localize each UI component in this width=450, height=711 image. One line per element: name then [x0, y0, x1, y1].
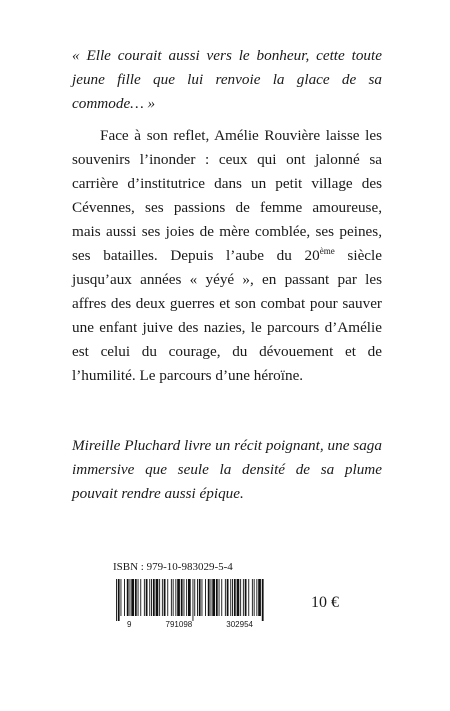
barcode-digit-group-1: 9: [127, 620, 132, 629]
isbn-label: ISBN : 979-10-983029-5-4: [113, 561, 233, 573]
price-label: 10 €: [311, 594, 339, 611]
barcode: [110, 579, 270, 629]
summary-text-part2: siècle jusqu’aux années « yéyé », en passant par les affres des deux guerres et son combat pour sauver une enfant juive des nazies, le parcours d’Amélie est celui du courage, du dévouement et de l’humilité. Le parcours d’une héroïne.: [72, 247, 383, 384]
closing-paragraph: [72, 434, 382, 506]
summary-text-part1: Face à son reflet, Amélie Rouvière laisse les souvenirs l’inonder : ceux qui ont jalonné sa carrière d’institutrice dans un petit village des Cévennes, ses passions de femme amoureuse, mais aussi ses joies de mère comblée, ses peines, ses batailles. Depuis l’aube du 20: [72, 127, 382, 264]
barcode-digit-group-2: 791098: [165, 620, 193, 629]
barcode-digit-group-3: 302954: [226, 620, 253, 629]
opening-quote: [72, 44, 382, 116]
closing-text: Mireille Pluchard livre un récit poignant, une saga immersive que seule la densité de sa plume pouvait rendre aussi épique.: [72, 437, 382, 502]
century-superscript: ème: [319, 246, 335, 256]
summary-paragraph: [72, 124, 382, 388]
barcode-digits: [110, 620, 270, 629]
barcode-bars: [110, 579, 270, 621]
opening-quote-text: « Elle courait aussi vers le bonheur, cette toute jeune fille que lui renvoie la glace de sa commode… »: [72, 47, 382, 112]
